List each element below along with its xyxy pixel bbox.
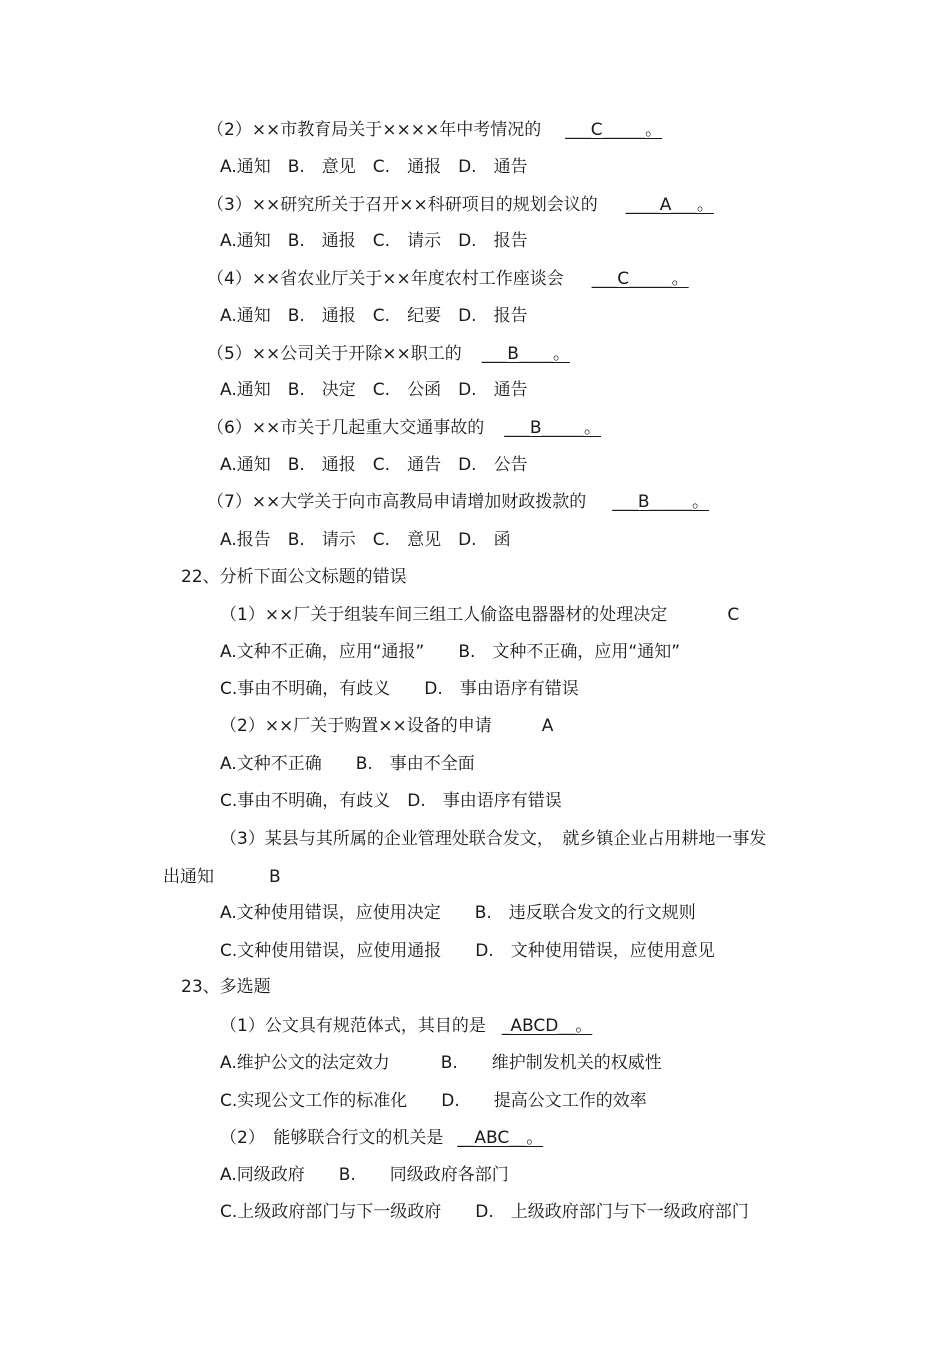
options-22-3b: C.文种使用错误，应使用通报 D. 文种使用错误，应使用意见 bbox=[220, 941, 715, 961]
question-22-3-cont: 出通知 B bbox=[163, 867, 281, 887]
options-22-1b: C.事由不明确，有歧义 D. 事由语序有错误 bbox=[220, 679, 579, 699]
section-23-heading: 23、多选题 bbox=[181, 977, 271, 997]
options-22-2a: A.文种不正确 B. 事由不全面 bbox=[220, 754, 475, 774]
answer-blank: ___B____。 bbox=[481, 344, 570, 364]
answer-blank: _ABCD__。 bbox=[501, 1016, 593, 1036]
question-22-2: （2）××厂关于购置××设备的申请 A bbox=[220, 716, 554, 736]
question-3: （3）××研究所关于召开××科研项目的规划会议的 ____A___。 bbox=[207, 195, 714, 215]
answer-blank: __ABC__。 bbox=[457, 1128, 544, 1148]
answer-blank: ____A___。 bbox=[625, 195, 714, 215]
question-23-2: （2） 能够联合行文的机关是 __ABC__。 bbox=[220, 1128, 544, 1148]
answer: C bbox=[727, 605, 740, 625]
question-7: （7）××大学关于向市高教局申请增加财政拨款的 ___B_____。 bbox=[207, 492, 709, 512]
options-23-2a: A.同级政府 B. 同级政府各部门 bbox=[220, 1165, 509, 1185]
options-5: A.通知 B. 决定 C. 公函 D. 通告 bbox=[220, 380, 528, 400]
answer: B bbox=[269, 867, 281, 887]
options-4: A.通知 B. 通报 C. 纪要 D. 报告 bbox=[220, 306, 528, 326]
options-2: A.通知 B. 意见 C. 通报 D. 通告 bbox=[220, 157, 528, 177]
question-22-1: （1）××厂关于组装车间三组工人偷盗电器器材的处理决定 C bbox=[220, 605, 740, 625]
question-6: （6）××市关于几起重大交通事故的 ___B_____。 bbox=[207, 418, 601, 438]
answer-blank: ___B_____。 bbox=[612, 492, 709, 512]
options-23-1a: A.维护公文的法定效力 B. 维护制发机关的权威性 bbox=[220, 1053, 662, 1073]
options-7: A.报告 B. 请示 C. 意见 D. 函 bbox=[220, 530, 511, 550]
question-5: （5）××公司关于开除××职工的 ___B____。 bbox=[207, 344, 570, 364]
answer-blank: ___C_____。 bbox=[591, 269, 689, 289]
options-6: A.通知 B. 通报 C. 通告 D. 公告 bbox=[220, 455, 528, 475]
question-22-3: （3）某县与其所属的企业管理处联合发文， 就乡镇企业占用耕地一事发 bbox=[220, 829, 767, 849]
question-4: （4）××省农业厅关于××年度农村工作座谈会 ___C_____。 bbox=[207, 269, 689, 289]
options-22-3a: A.文种使用错误，应使用决定 B. 违反联合发文的行文规则 bbox=[220, 903, 696, 923]
options-22-1a: A.文种不正确，应用“通报” B. 文种不正确，应用“通知” bbox=[220, 642, 681, 662]
options-3: A.通知 B. 通报 C. 请示 D. 报告 bbox=[220, 231, 528, 251]
section-22-heading: 22、分析下面公文标题的错误 bbox=[181, 567, 407, 587]
options-22-2b: C.事由不明确，有歧义 D. 事由语序有错误 bbox=[220, 791, 562, 811]
options-23-2b: C.上级政府部门与下一级政府 D. 上级政府部门与下一级政府部门 bbox=[220, 1202, 749, 1222]
options-23-1b: C.实现公文工作的标准化 D. 提高公文工作的效率 bbox=[220, 1091, 647, 1111]
answer: A bbox=[541, 716, 554, 736]
answer-blank: ___B_____。 bbox=[504, 418, 601, 438]
question-2: （2）××市教育局关于××××年中考情况的 ___C_____。 bbox=[207, 120, 663, 140]
answer-blank: ___C_____。 bbox=[565, 120, 663, 140]
question-23-1: （1）公文具有规范体式，其目的是 _ABCD__。 bbox=[220, 1016, 593, 1036]
